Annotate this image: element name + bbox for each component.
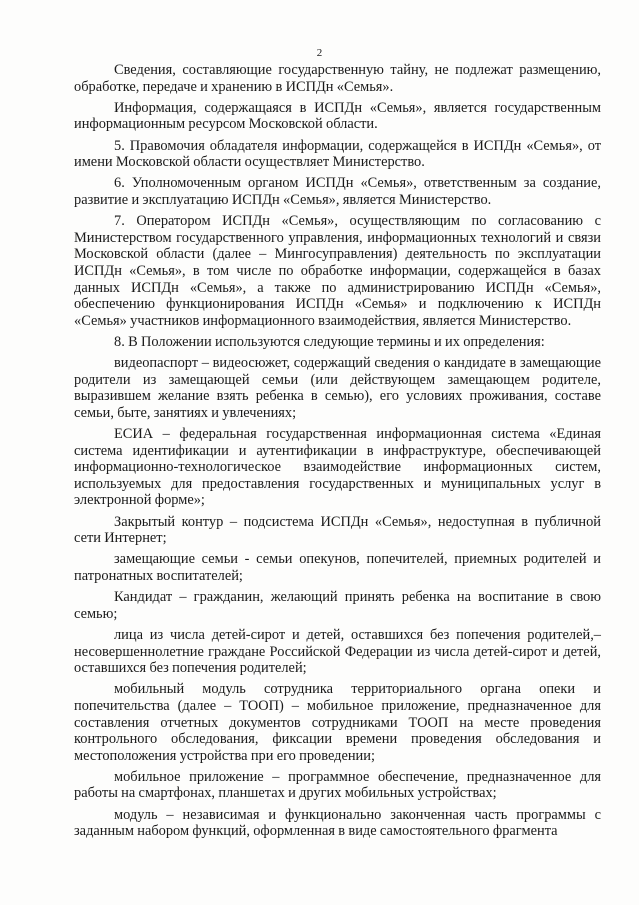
definition-orphans: лица из числа детей-сирот и детей, оставшихся без попечения родителей,– несовершеннолетние граждане Российской Федерации из числа детей-сирот и детей, оставшихся без попечения родителей; <box>74 626 601 677</box>
page-number: 2 <box>316 47 323 59</box>
definition-module: модуль – независимая и функционально законченная часть программы с заданным набором функций, оформленная в виде самостоятельного фрагмента <box>74 806 601 840</box>
definition-videopassport: видеопаспорт – видеосюжет, содержащий сведения о кандидате в замещающие родители из замещающей семьи (или действующем замещающем родителе, выразившем желание взять ребенка в семью), его условиях проживания, составе семьи, быте, занятиях и увлечениях; <box>74 355 601 421</box>
paragraph-state-secret: Сведения, составляющие государственную тайну, не подлежат размещению, обработке, передаче и хранению в ИСПДн «Семья». <box>74 62 601 95</box>
paragraph-item-7: 7. Оператором ИСПДн «Семья», осуществляющим по согласованию с Министерством государственного управления, информационных технологий и связи Московской области (далее – Мингосуправления) деятельность по эксплуатации ИСПДн «Семья», в том числе по обработке информации, содержащейся в базах данных ИСПДн «Семья», а также по администрированию ИСПДн «Семья», обеспечению функционирования ИСПДн «Семья» и подключению к ИСПДн «Семья» участников информационного взаимодействия, является Министерство. <box>74 213 601 329</box>
definition-candidate: Кандидат – гражданин, желающий принять ребенка на воспитание в свою семью; <box>74 589 601 622</box>
document-body <box>74 62 601 840</box>
definition-mobile-app: мобильное приложение – программное обеспечение, предназначенное для работы на смартфонах, планшетах и других мобильных устройствах; <box>74 768 601 802</box>
definition-esia: ЕСИА – федеральная государственная информационная система «Единая система идентификации и аутентификации в инфраструктуре, обеспечивающей информационно-технологическое взаимодействие информационных систем, используемых для предоставления государственных и муниципальных услуг в электронной форме»; <box>74 426 601 509</box>
paragraph-state-resource: Информация, содержащаяся в ИСПДн «Семья», является государственным информационным ресурсом Московской области. <box>74 99 601 133</box>
paragraph-item-8: 8. В Положении используются следующие термины и их определения: <box>114 333 545 350</box>
definition-closed-contour: Закрытый контур – подсистема ИСПДн «Семья», недоступная в публичной сети Интернет; <box>74 513 601 547</box>
definition-foster-families: замещающие семьи - семьи опекунов, попечителей, приемных родителей и патронатных воспитателей; <box>74 551 601 584</box>
paragraph-item-6: 6. Уполномоченным органом ИСПДн «Семья», ответственным за создание, развитие и эксплуатацию ИСПДн «Семья», является Министерство. <box>74 175 601 208</box>
paragraph-item-5: 5. Правомочия обладателя информации, содержащейся в ИСПДн «Семья», от имени Московской области осуществляет Министерство. <box>74 137 601 171</box>
definition-mobile-module: мобильный модуль сотрудника территориального органа опеки и попечительства (далее – ТООП) – мобильное приложение, предназначенное для составления отчетных документов сотрудниками ТООП на месте проведения контрольного обследования, фиксации времени проведения обследования и местоположения устройства при его проведении; <box>74 681 601 764</box>
